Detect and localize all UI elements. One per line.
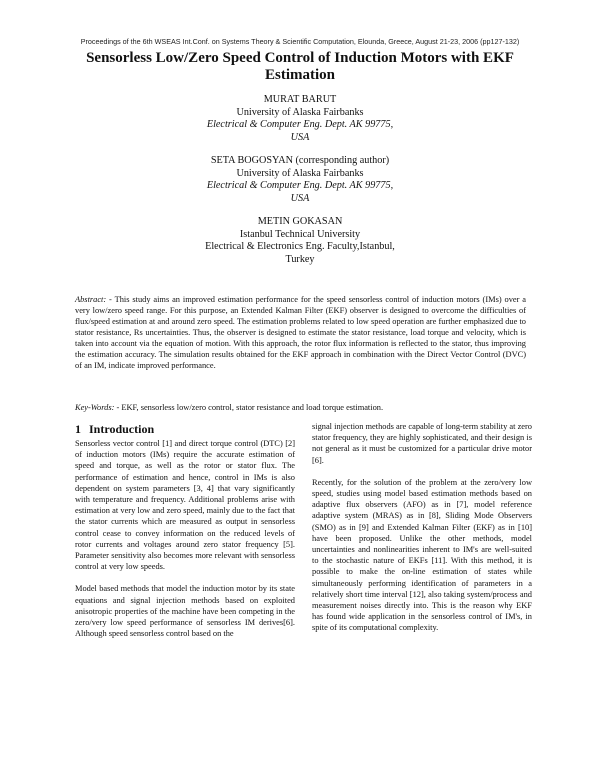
section-title: Introduction <box>89 422 155 436</box>
paragraph: Sensorless vector control [1] and direct torque control (DTC) [2] of induction motors (IMs) require the accurate estimation of speed and torque, as well as the rotor or stator flux. The performance of estimation and hence, control in IMs is also dependent on system parameters [3, 4] that vary significantly with temperature and frequency. Additional problems arise with estimation at very low and zero speed, mainly due to the fact that the stator currents which are measured as output in sensorless control cease to convey information on the reduced levels of rotor currents and voltages around zero stator frequency [5]. Parameter sensitivity also becomes more relevant with sensorless control at very low speeds. <box>75 439 295 572</box>
keywords-label: Key-Words: <box>75 403 115 412</box>
author-name: MURAT BARUT <box>263 94 337 105</box>
keywords-text: - EKF, sensorless low/zero control, stator resistance and load torque estimation. <box>114 403 384 412</box>
abstract-label: Abstract: <box>75 295 107 304</box>
left-column <box>75 422 295 639</box>
author-block-3 <box>100 216 500 266</box>
author-department: Electrical & Computer Eng. Dept. AK 99775, <box>206 119 394 131</box>
right-column <box>312 421 532 634</box>
author-block-2 <box>100 155 500 205</box>
author-department: Electrical & Computer Eng. Dept. AK 99775, <box>206 180 394 192</box>
author-block-1 <box>100 94 500 144</box>
paragraph: Model based methods that model the induction motor by its state equations and signal injection methods based on exploited anisotropic properties of the machine have been competing in the zero/very low speed performance of sensorless IM derives[6]. Although speed sensorless control based on the <box>75 584 295 639</box>
author-name: METIN GOKASAN <box>257 216 343 227</box>
abstract <box>75 294 526 371</box>
section-number: 1 <box>75 422 81 436</box>
author-country: USA <box>290 192 310 204</box>
paragraph: Recently, for the solution of the problem at the zero/very low speed, studies using model based estimation methods based on adaptive flux observers (AFO) as in [7], model reference adaptive system (MRAS) as in [8], Sliding Mode Observers (SMO) as in [9] and Extended Kalman Filter (EKF) as in [10] have been proposed. Unlike the other methods, model uncertainties and nonlinearities inherent to IM's are well-suited to the stochastic nature of EKFs [11]. With this method, it is possible to make the on-line estimation of states while simultaneously performing identification of parameters in a relatively short time interval [12], also taking system/process and measurement noises directly into. This is the reason why EKF has found wide application in the sensorless control of IM's, in spite of its computational complexity. <box>312 477 532 633</box>
abstract-text: - This study aims an improved estimation performance for the speed sensorless control of induction motors (IMs) over a very low/zero speed range. For this purpose, an Extended Kalman Filter (EKF) observer is designed to overcome the difficulties of flux/speed estimation at and around zero speed. The estimation problems related to low speed operation are further emphasized due to stator resistance, Rs uncertainties. Thus, the observer is designed to estimate the stator resistance, load torque and velocity, which is taken into account via the equation of motion. With this approach, the rotor flux information is reflected to the stator, thus improving the estimation accuracy. The simulation results obtained for the EKF approach in combination with the Direct Vector Control (DVC) of an IM, indicate improved performance. <box>75 295 526 371</box>
proceedings-header: Proceedings of the 6th WSEAS Int.Conf. on Systems Theory & Scientific Computation, Elounda, Greece, August 21-23, 2006 (pp127-132) <box>80 37 520 46</box>
author-department: Electrical & Electronics Eng. Faculty,Istanbul, <box>205 241 395 253</box>
author-affiliation: Istanbul Technical University <box>239 228 361 240</box>
section-heading <box>75 422 295 437</box>
paragraph: signal injection methods are capable of long-term stability at zero stator frequency, they are highly sophisticated, and their design is not general as it must be customized for a particular drive motor [6]. <box>312 422 532 465</box>
keywords <box>75 402 526 413</box>
author-country: USA <box>290 131 310 143</box>
author-affiliation: University of Alaska Fairbanks <box>236 106 364 118</box>
author-name: SETA BOGOSYAN (corresponding author) <box>210 155 390 166</box>
author-affiliation: University of Alaska Fairbanks <box>236 167 364 179</box>
paper-title: Sensorless Low/Zero Speed Control of Induction Motors with EKF Estimation <box>86 50 514 83</box>
author-country: Turkey <box>285 253 315 265</box>
